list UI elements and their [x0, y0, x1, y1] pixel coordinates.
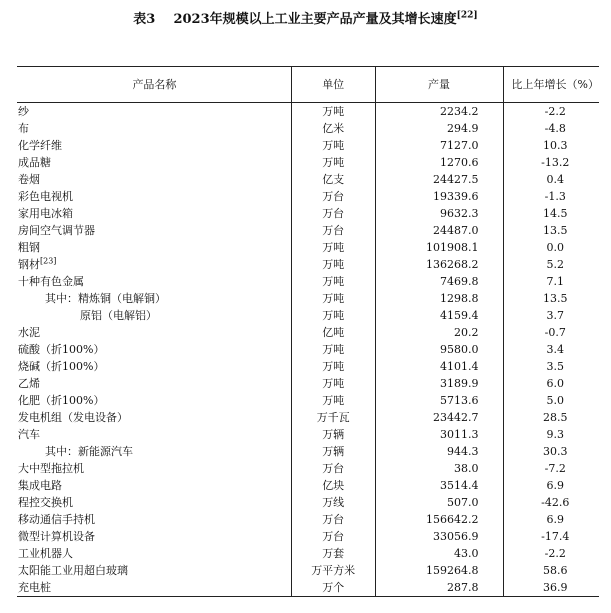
production: 23442.7	[375, 409, 503, 426]
product-name: 家用电冰箱	[18, 207, 73, 220]
product-name: 其中：精炼铜（电解铜）	[45, 292, 166, 305]
table-row	[17, 120, 599, 137]
production: 3011.3	[375, 426, 503, 443]
table-row	[17, 307, 599, 324]
product-name: 移动通信手持机	[18, 513, 95, 526]
growth: 28.5	[503, 409, 599, 426]
product-name: 十种有色金属	[18, 275, 84, 288]
production: 9632.3	[375, 205, 503, 222]
product-name: 微型计算机设备	[18, 530, 95, 543]
table-row	[17, 392, 599, 409]
production: 294.9	[375, 120, 503, 137]
table-row	[17, 528, 599, 545]
unit: 万线	[291, 494, 375, 511]
growth: 30.3	[503, 443, 599, 460]
table-row	[17, 103, 599, 121]
product-name: 化学纤维	[18, 139, 62, 152]
product-name: 汽车	[18, 428, 40, 441]
table-row	[17, 239, 599, 256]
growth: -17.4	[503, 528, 599, 545]
production: 20.2	[375, 324, 503, 341]
growth: 3.5	[503, 358, 599, 375]
growth: 6.9	[503, 477, 599, 494]
product-name: 纱	[18, 105, 29, 118]
growth: 5.2	[503, 256, 599, 273]
product-name: 粗钢	[18, 241, 40, 254]
production: 944.3	[375, 443, 503, 460]
growth: -0.7	[503, 324, 599, 341]
growth: 7.1	[503, 273, 599, 290]
unit: 万吨	[291, 137, 375, 154]
growth: 9.3	[503, 426, 599, 443]
product-name: 发电机组（发电设备）	[18, 411, 128, 424]
production: 24427.5	[375, 171, 503, 188]
product-name: 硫酸（折100%）	[18, 343, 105, 356]
growth: 3.7	[503, 307, 599, 324]
table-row	[17, 494, 599, 511]
growth: 0.4	[503, 171, 599, 188]
growth: 58.6	[503, 562, 599, 579]
unit: 万吨	[291, 103, 375, 121]
table-row	[17, 171, 599, 188]
product-name: 钢材	[18, 258, 40, 271]
product-name: 大中型拖拉机	[18, 462, 84, 475]
growth: 6.0	[503, 375, 599, 392]
production: 7469.8	[375, 273, 503, 290]
product-name: 卷烟	[18, 173, 40, 186]
growth: 13.5	[503, 222, 599, 239]
production: 507.0	[375, 494, 503, 511]
table-row	[17, 188, 599, 205]
production: 101908.1	[375, 239, 503, 256]
unit: 万辆	[291, 443, 375, 460]
table-row	[17, 154, 599, 171]
product-name: 集成电路	[18, 479, 62, 492]
unit: 万吨	[291, 273, 375, 290]
production: 3189.9	[375, 375, 503, 392]
unit: 万辆	[291, 426, 375, 443]
table-title-text: 2023年规模以上工业主要产品产量及其增长速度	[173, 12, 457, 27]
production: 43.0	[375, 545, 503, 562]
production: 33056.9	[375, 528, 503, 545]
unit: 万吨	[291, 358, 375, 375]
unit: 亿块	[291, 477, 375, 494]
unit: 万台	[291, 528, 375, 545]
table-row	[17, 511, 599, 528]
production: 38.0	[375, 460, 503, 477]
production-table	[17, 66, 599, 597]
unit: 万台	[291, 188, 375, 205]
table-row	[17, 324, 599, 341]
growth: -1.3	[503, 188, 599, 205]
table-title	[0, 8, 611, 27]
title-footnote: [22]	[456, 10, 478, 21]
product-name: 布	[18, 122, 29, 135]
unit: 万个	[291, 579, 375, 597]
table-label: 表3	[133, 12, 156, 27]
header-growth: 比上年增长（%）	[503, 67, 599, 103]
table-row	[17, 443, 599, 460]
unit: 万千瓦	[291, 409, 375, 426]
unit: 万台	[291, 460, 375, 477]
table-row	[17, 205, 599, 222]
unit: 万吨	[291, 341, 375, 358]
growth: 0.0	[503, 239, 599, 256]
table-row	[17, 426, 599, 443]
unit: 万吨	[291, 290, 375, 307]
unit: 万吨	[291, 239, 375, 256]
production: 24487.0	[375, 222, 503, 239]
growth: 3.4	[503, 341, 599, 358]
table-row	[17, 375, 599, 392]
growth: -42.6	[503, 494, 599, 511]
table-row	[17, 358, 599, 375]
product-name: 烧碱（折100%）	[18, 360, 105, 373]
table-row	[17, 477, 599, 494]
table-row	[17, 460, 599, 477]
production: 2234.2	[375, 103, 503, 121]
growth: 10.3	[503, 137, 599, 154]
unit: 万台	[291, 205, 375, 222]
growth: 13.5	[503, 290, 599, 307]
table-row	[17, 409, 599, 426]
product-name: 充电桩	[17, 579, 291, 597]
unit: 万吨	[291, 307, 375, 324]
production: 19339.6	[375, 188, 503, 205]
table-row	[17, 222, 599, 239]
production: 4101.4	[375, 358, 503, 375]
product-name-cell	[17, 256, 291, 273]
unit: 万吨	[291, 256, 375, 273]
table-row	[17, 341, 599, 358]
unit: 亿支	[291, 171, 375, 188]
header-row	[17, 67, 599, 103]
growth: -4.8	[503, 120, 599, 137]
product-name: 成品糖	[18, 156, 51, 169]
unit: 万台	[291, 511, 375, 528]
production: 3514.4	[375, 477, 503, 494]
product-name: 原铝（电解铝）	[80, 309, 157, 322]
product-name: 水泥	[18, 326, 40, 339]
unit: 万吨	[291, 392, 375, 409]
unit: 万平方米	[291, 562, 375, 579]
header-unit: 单位	[291, 67, 375, 103]
growth: 6.9	[503, 511, 599, 528]
growth: -2.2	[503, 545, 599, 562]
production: 287.8	[375, 579, 503, 597]
table-row	[17, 256, 599, 273]
production: 1270.6	[375, 154, 503, 171]
growth: -13.2	[503, 154, 599, 171]
product-name: 化肥（折100%）	[18, 394, 105, 407]
production: 1298.8	[375, 290, 503, 307]
product-name: 乙烯	[18, 377, 40, 390]
production: 9580.0	[375, 341, 503, 358]
table-row	[17, 545, 599, 562]
product-name: 其中：新能源汽车	[45, 445, 133, 458]
unit: 万吨	[291, 375, 375, 392]
production: 5713.6	[375, 392, 503, 409]
production: 7127.0	[375, 137, 503, 154]
unit: 万吨	[291, 154, 375, 171]
table-row	[17, 562, 599, 579]
unit: 亿吨	[291, 324, 375, 341]
growth: 14.5	[503, 205, 599, 222]
unit: 万套	[291, 545, 375, 562]
growth: 36.9	[503, 579, 599, 597]
product-name: 程控交换机	[18, 496, 73, 509]
unit: 万台	[291, 222, 375, 239]
product-name: 彩色电视机	[18, 190, 73, 203]
production: 136268.2	[375, 256, 503, 273]
product-name: 房间空气调节器	[18, 224, 95, 237]
row-footnote: [23]	[40, 256, 57, 266]
unit: 亿米	[291, 120, 375, 137]
growth: -2.2	[503, 103, 599, 121]
header-product-name: 产品名称	[17, 67, 291, 103]
header-production: 产量	[375, 67, 503, 103]
product-name: 工业机器人	[18, 547, 73, 560]
table-row	[17, 273, 599, 290]
growth: 5.0	[503, 392, 599, 409]
product-name: 太阳能工业用超白玻璃	[18, 564, 128, 577]
production: 159264.8	[375, 562, 503, 579]
table-row	[17, 137, 599, 154]
production: 4159.4	[375, 307, 503, 324]
growth: -7.2	[503, 460, 599, 477]
table-row	[17, 579, 599, 597]
production: 156642.2	[375, 511, 503, 528]
table-row	[17, 290, 599, 307]
